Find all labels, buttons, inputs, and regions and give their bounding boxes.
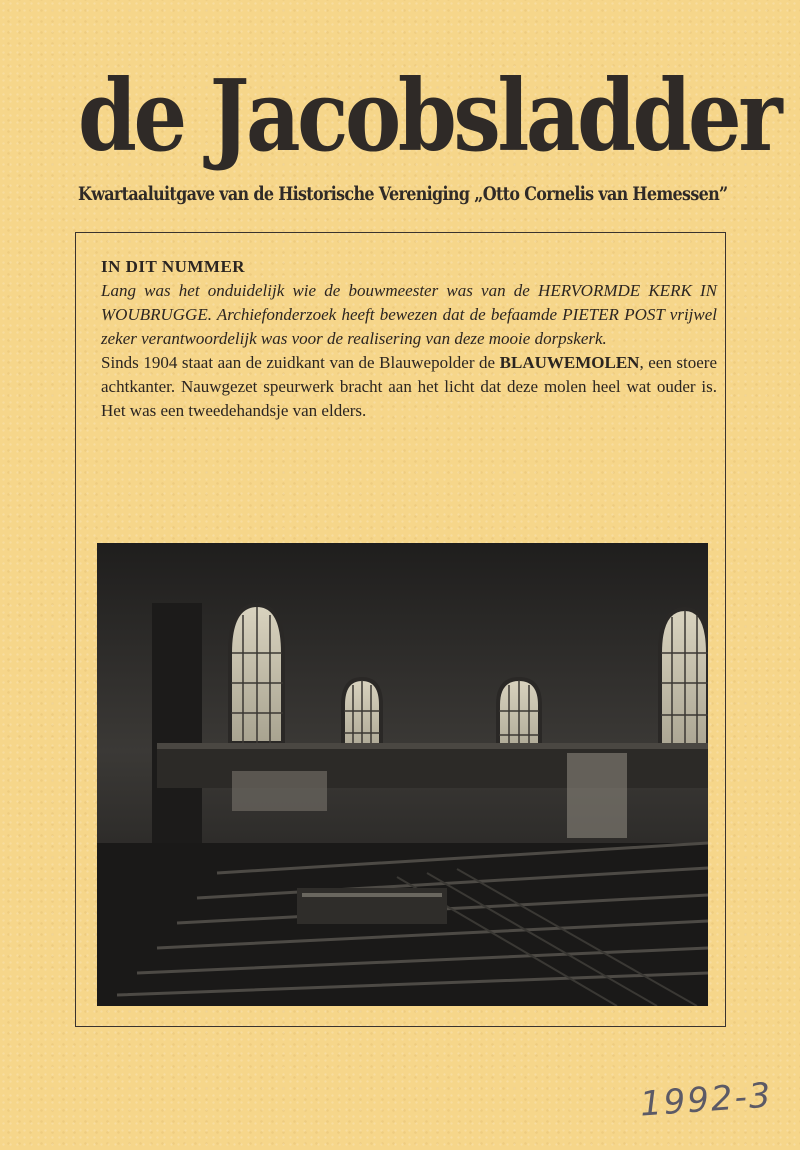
pulpit xyxy=(567,753,627,838)
church-interior-photo xyxy=(97,543,708,1006)
mill-text-1: Sinds 1904 staat aan de zuidkant van de Blauwepolder de xyxy=(101,353,500,372)
church-paragraph xyxy=(101,279,717,351)
church-text-2: . Archiefonderzoek heeft bewezen dat de befaamde xyxy=(207,305,563,324)
church-interior-illustration xyxy=(97,543,708,1006)
masthead-subtitle: Kwartaaluitgave van de Historische Vereniging „Otto Cornelis van Hemessen” xyxy=(78,183,728,205)
issue-number-handwritten: 1992-3 xyxy=(638,1075,774,1125)
masthead-title: de Jacobsladder xyxy=(78,59,780,174)
church-text-3: vrijwel zeker verantwoordelijk was voor de realisering van deze mooie dorpskerk. xyxy=(101,305,717,348)
church-name: HERVORMDE KERK IN WOUBRUGGE xyxy=(101,281,717,324)
contents-block xyxy=(101,255,717,423)
architect-name: PIETER POST xyxy=(562,305,665,324)
contents-heading: IN DIT NUMMER xyxy=(101,257,246,276)
arched-window xyxy=(660,609,708,758)
arched-window xyxy=(230,605,283,743)
mill-paragraph xyxy=(101,351,717,423)
mill-text-2: , een stoere achtkanter. Nauwgezet speurwerk bracht aan het licht dat deze molen heel wat ouder is. Het was een tweedehandsje van elders. xyxy=(101,353,717,420)
pews xyxy=(97,843,708,1006)
church-text-1: Lang was het onduidelijk wie de bouwmeester was van de xyxy=(101,281,539,300)
mill-name: BLAUWEMOLEN xyxy=(499,353,640,372)
